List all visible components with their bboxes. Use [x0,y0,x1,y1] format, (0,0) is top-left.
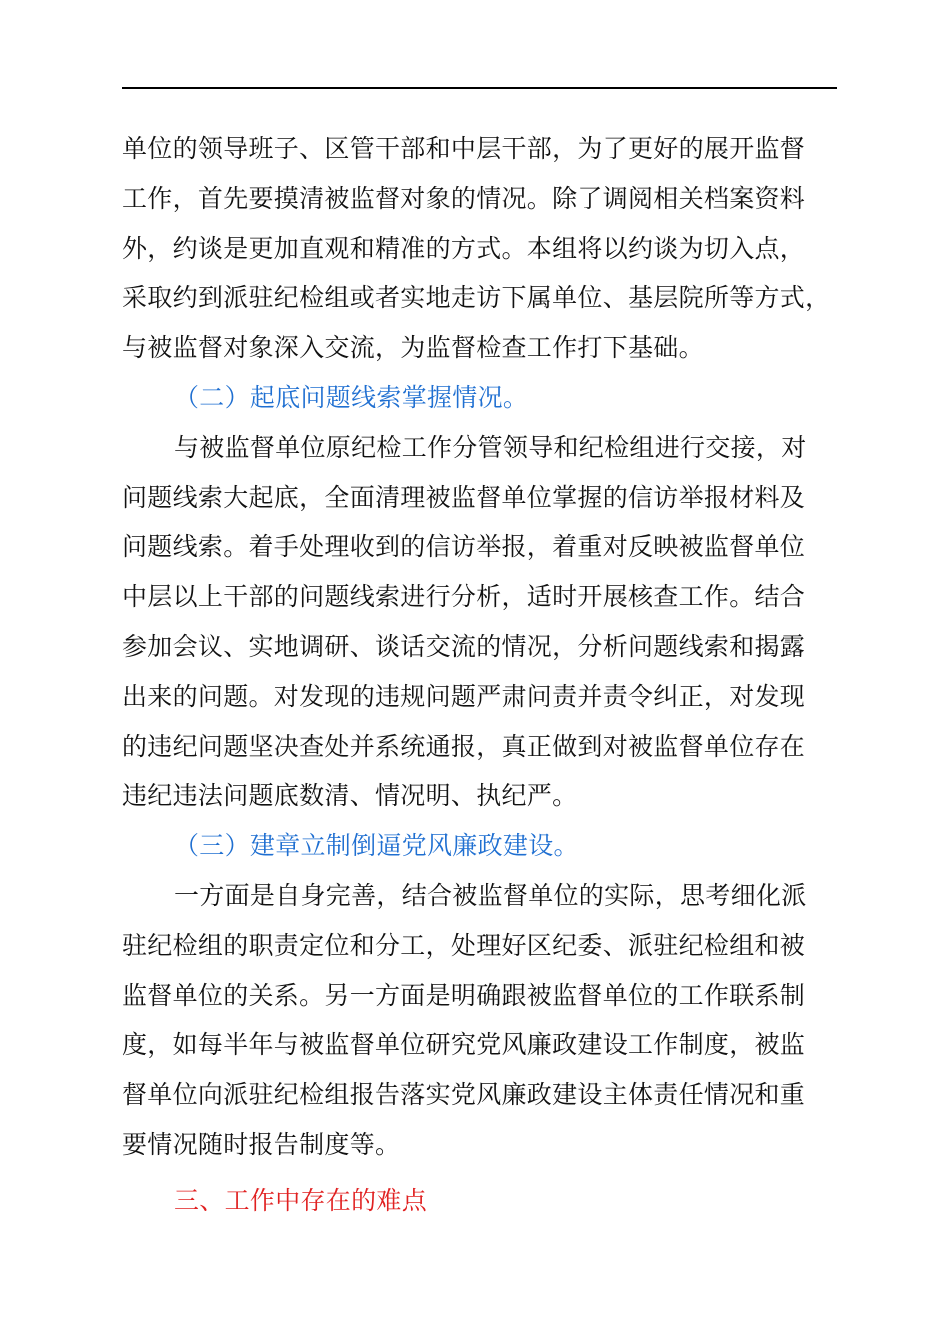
paragraph-line: 问题线索大起底，全面清理被监督单位掌握的信访举报材料及 [122,482,806,512]
paragraph-line: 督单位向派驻纪检组报告落实党风廉政建设主体责任情况和重 [122,1080,806,1110]
paragraph-line: 监督单位的关系。另一方面是明确跟被监督单位的工作联系制 [122,980,806,1010]
paragraph-line: 违纪违法问题底数清、情况明、执纪严。 [122,781,578,811]
paragraph-line: 出来的问题。对发现的违规问题严肃问责并责令纠正，对发现 [122,681,806,711]
paragraph-2 [122,423,857,821]
paragraph-line: 与被监督单位原纪检工作分管领导和纪检组进行交接，对 [174,432,807,462]
paragraph-3 [122,871,857,1170]
section-heading-3: 三、工作中存在的难点 [174,1185,428,1215]
paragraph-line: 要情况随时报告制度等。 [122,1129,401,1159]
paragraph-line: 的违纪问题坚决查处并系统通报，真正做到对被监督单位存在 [122,731,806,761]
paragraph-line: 与被监督对象深入交流，为监督检查工作打下基础。 [122,333,704,363]
header-rule [122,87,837,89]
paragraph-line: 问题线索。着手处理收到的信访举报，着重对反映被监督单位 [122,532,806,562]
paragraph-line: 外，约谈是更加直观和精准的方式。本组将以约谈为切入点， [122,233,806,263]
paragraph-line: 单位的领导班子、区管干部和中层干部，为了更好的展开监督 [122,134,806,163]
paragraph-1 [122,124,857,373]
document-body [122,124,857,1226]
paragraph-line: 度，如每半年与被监督单位研究党风廉政建设工作制度，被监 [122,1030,806,1060]
subheading-2: （二）起底问题线索掌握情况。 [174,382,529,412]
paragraph-line: 驻纪检组的职责定位和分工，处理好区纪委、派驻纪检组和被 [122,930,806,960]
paragraph-line: 参加会议、实地调研、谈话交流的情况，分析问题线索和揭露 [122,631,806,661]
paragraph-line: 采取约到派驻纪检组或者实地走访下属单位、基层院所等方式， [122,283,831,313]
subheading-3: （三）建章立制倒逼党风廉政建设。 [174,831,579,861]
paragraph-line: 一方面是自身完善，结合被监督单位的实际，思考细化派 [174,880,807,910]
paragraph-line: 中层以上干部的问题线索进行分析，适时开展核查工作。结合 [122,582,806,612]
paragraph-line: 工作，首先要摸清被监督对象的情况。除了调阅相关档案资料 [122,183,806,213]
